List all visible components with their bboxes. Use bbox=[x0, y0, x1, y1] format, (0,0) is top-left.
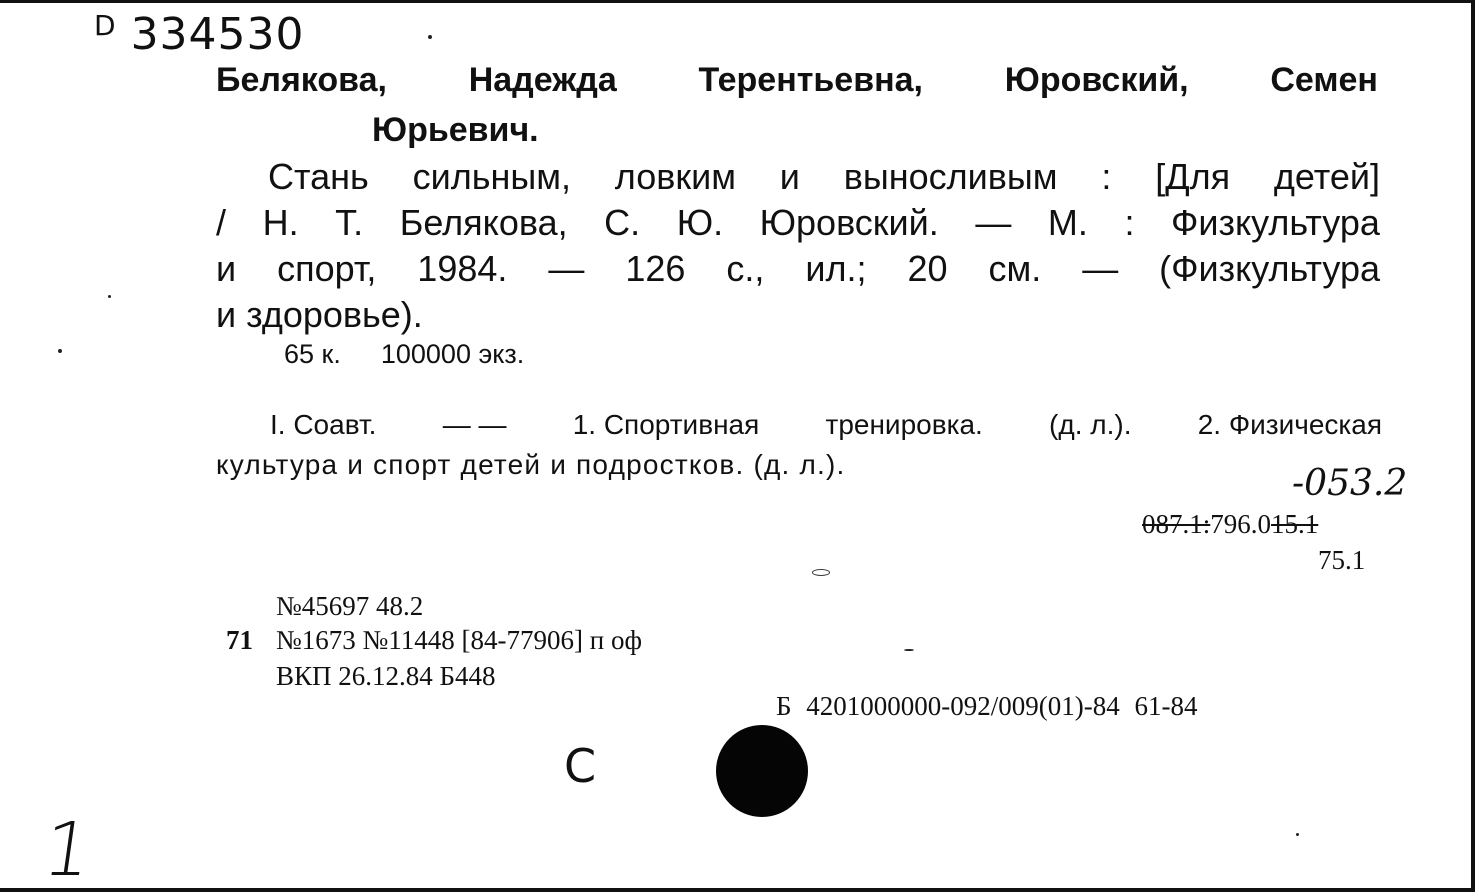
description-word: 126 bbox=[625, 248, 686, 289]
classification-code-1 bbox=[1142, 509, 1318, 540]
description-line-3 bbox=[216, 245, 1380, 292]
inventory-prefix: D bbox=[94, 9, 117, 42]
description-word: Юровский. bbox=[759, 202, 939, 243]
subjects-line-2: культура и спорт детей и подростков. (д. л.). bbox=[216, 449, 846, 480]
description-word: и bbox=[779, 156, 800, 197]
description-word: ловким bbox=[614, 156, 736, 197]
description-line-2 bbox=[216, 199, 1380, 246]
description-line-1 bbox=[268, 153, 1380, 200]
speck bbox=[904, 649, 914, 651]
description-word: см. bbox=[988, 248, 1042, 289]
authors-line-1 bbox=[216, 61, 1378, 100]
subjects-line-1 bbox=[270, 409, 1382, 441]
struck-code-end: 15.1 bbox=[1271, 509, 1319, 539]
description-word: и bbox=[216, 248, 237, 289]
speck bbox=[108, 295, 111, 298]
description-word: Стань bbox=[268, 156, 369, 197]
description-word: — bbox=[548, 248, 585, 289]
description-word: (Физкультура bbox=[1159, 248, 1380, 289]
description-word: детей] bbox=[1273, 156, 1380, 197]
description-word: С. bbox=[604, 202, 641, 243]
description-word: : bbox=[1124, 202, 1135, 243]
description-word: Белякова, bbox=[399, 202, 568, 243]
subject-word: I. Соавт. bbox=[270, 409, 377, 440]
description-word: Т. bbox=[335, 202, 364, 243]
author-word: Семен bbox=[1270, 61, 1378, 99]
description-word: — bbox=[1082, 248, 1119, 289]
description-word: спорт, bbox=[277, 248, 377, 289]
print-info-line-1: №45697 48.2 bbox=[276, 591, 424, 621]
author-word: Юровский, bbox=[1004, 61, 1189, 99]
print-info-line-3: ВКП 26.12.84 Б448 bbox=[276, 661, 496, 691]
author-word: Терентьевна, bbox=[698, 61, 923, 99]
speck bbox=[812, 569, 830, 576]
price-line bbox=[284, 339, 524, 370]
description-word: М. bbox=[1047, 202, 1088, 243]
subject-word: тренировка. bbox=[825, 409, 983, 440]
description-word: / bbox=[216, 202, 227, 243]
handwritten-code: -053.2 bbox=[1292, 463, 1408, 504]
description-word: [Для bbox=[1155, 156, 1231, 197]
author-word: Белякова, bbox=[216, 61, 387, 99]
description-word: 20 bbox=[907, 248, 948, 289]
description-word: выносливым bbox=[843, 156, 1058, 197]
subject-word: (д. л.). bbox=[1049, 409, 1132, 440]
inventory-number bbox=[94, 9, 305, 60]
subject-word: 2. Физическая bbox=[1197, 409, 1382, 440]
description-word: с., bbox=[726, 248, 765, 289]
isbn-line: Б 4201000000-092/009(01)-84 61-84 bbox=[776, 691, 1198, 721]
handwritten-digit: 1 bbox=[37, 807, 98, 893]
speck bbox=[428, 35, 432, 39]
description-word: Ю. bbox=[676, 202, 724, 243]
description-word: Н. bbox=[262, 202, 299, 243]
speck bbox=[1296, 833, 1299, 836]
authors-line-2: Юрьевич. bbox=[372, 111, 539, 149]
description-word: — bbox=[975, 202, 1012, 243]
struck-code: 087.1: bbox=[1142, 509, 1211, 539]
inventory-value: 334530 bbox=[130, 9, 305, 60]
price-value: 65 к. bbox=[284, 339, 341, 369]
description-line-4: и здоровье). bbox=[216, 294, 423, 335]
classification-code-2: 75.1 bbox=[1318, 545, 1366, 575]
print-run: 100000 экз. bbox=[380, 339, 525, 369]
subject-word: 1. Спортивная bbox=[572, 409, 760, 440]
speck bbox=[58, 349, 62, 353]
description-word: сильным, bbox=[412, 156, 571, 197]
ink-blot bbox=[716, 725, 808, 817]
code-middle: 796.0 bbox=[1210, 509, 1272, 539]
description-word: 1984. bbox=[417, 248, 508, 289]
description-word: Физкультура bbox=[1171, 202, 1380, 243]
letter-c-mark: С bbox=[564, 739, 597, 793]
subject-word: — — bbox=[442, 409, 507, 440]
print-info-prefix: 71 bbox=[226, 625, 253, 655]
description-word: ил.; bbox=[805, 248, 867, 289]
print-info-line-2: №1673 №11448 [84-77906] п оф bbox=[276, 625, 642, 655]
description-word: : bbox=[1101, 156, 1112, 197]
author-word: Надежда bbox=[468, 61, 617, 99]
